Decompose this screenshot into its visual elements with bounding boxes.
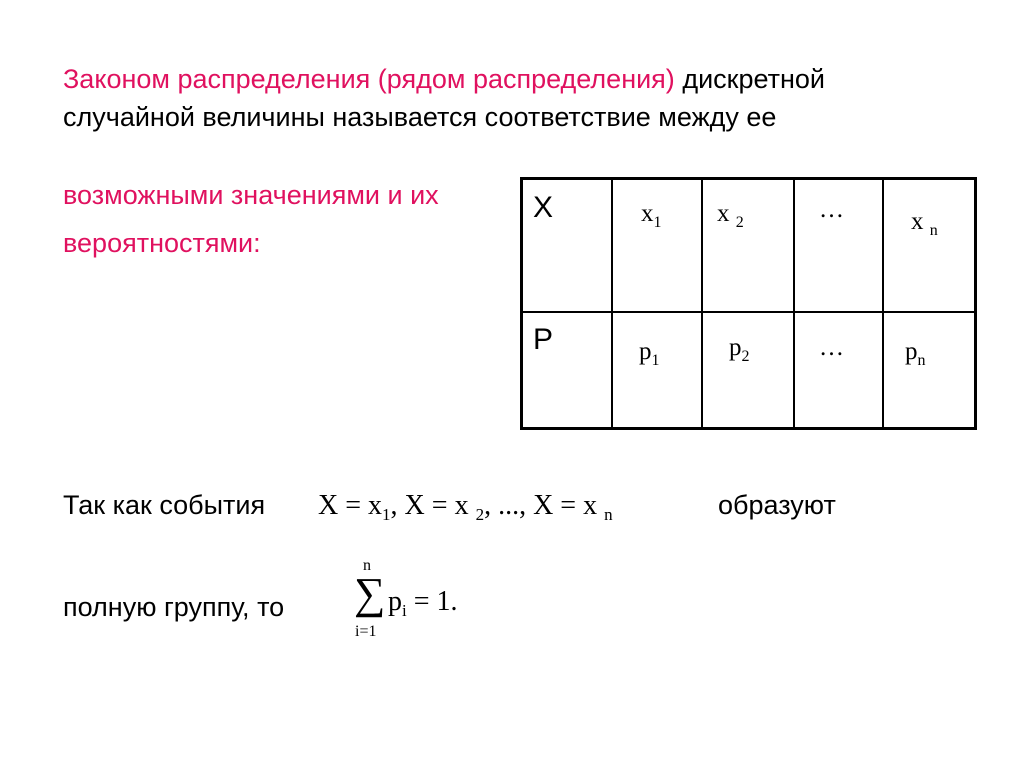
table-cell: … [819,196,844,223]
table-cell: $p_1$ [639,338,660,369]
distribution-table [520,177,977,430]
table-cell: … [819,334,844,361]
sigma-symbol: ∑ [354,569,386,618]
group-prefix: полную группу, то [63,592,285,622]
intro-line-1 [63,62,825,96]
table-divider [882,180,884,427]
table-divider [793,180,795,427]
intro-line-4: вероятностями: [63,228,261,258]
table-divider [523,311,974,313]
intro-line-2: случайной величины называется соответствие между ее [63,102,777,132]
table-cell: x $_n$ [911,208,938,239]
events-suffix: образуют [718,490,836,520]
sum-formula [344,558,494,648]
term-definition: Законом распределения (рядом распределения) [63,64,675,94]
intro-line-3: возможными значениями и их [63,180,439,210]
events-prefix: Так как события [63,490,266,520]
table-cell: $p_n$ [905,338,926,369]
table-divider [701,180,703,427]
intro-line-1-rest: дискретной [674,64,825,94]
events-formula: $X = x_1$, X = x $_2$, ..., X = x $_n$ [318,490,613,524]
table-divider [611,180,613,427]
table-cell: $p_2$ [729,334,750,365]
table-cell: x $_2$ [717,200,744,231]
sum-lower-limit: i=1 [355,623,377,640]
table-cell: $x_1$ [641,200,662,231]
sum-upper-limit: n [363,557,371,574]
row-header-x: X [533,191,554,224]
row-header-p: P [533,323,554,356]
sum-term: $p_i = 1$. [388,586,458,620]
